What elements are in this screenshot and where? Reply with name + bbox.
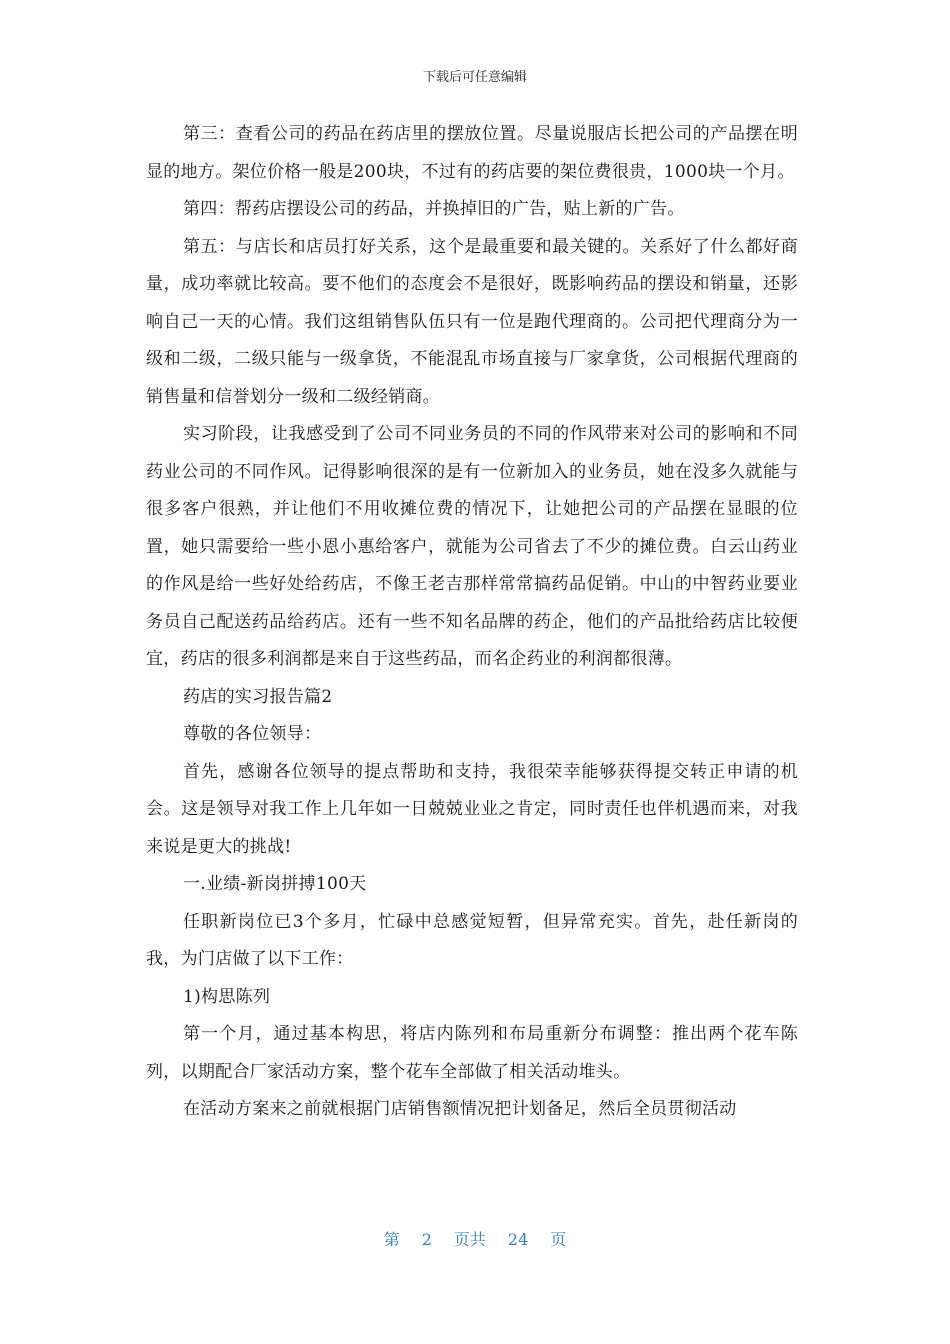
footer-suffix: 页 (550, 1230, 567, 1249)
footer-prefix: 第 (383, 1230, 400, 1249)
heading-display-plan: 1)构思陈列 (183, 986, 271, 1007)
heading-performance: 一.业绩-新岗拼搏100天 (183, 874, 367, 894)
footer-middle: 页共 (453, 1230, 486, 1249)
paragraph-step-five: 第五：与店长和店员打好关系，这个是最重要和最关键的。关系好了什么都好商量，成功率就比较高。要不他们的态度会不是很好，既影响药品的摆设和销量，还影响自己一天的心情。我们这组销售队伍只有一位是跑代理商的。公司把代理商分为一级和二级，二级只能与一级拿货，不能混乱市场直接与厂家拿货，公司根据代理商的销售量和信誉划分一级和二级经销商。 (146, 236, 798, 407)
paragraph-first-month: 第一个月，通过基本构思，将店内陈列和布局重新分布调整：推出两个花车陈列，以期配合厂家活动方案，整个花车全部做了相关活动堆头。 (146, 1024, 798, 1082)
page-header: 下载后可任意编辑 (422, 70, 527, 85)
section-title-report-2: 药店的实习报告篇2 (183, 686, 333, 707)
footer-total-pages: 24 (507, 1230, 529, 1249)
paragraph-step-four: 第四：帮药店摆设公司的药品，并换掉旧的广告，贴上新的广告。 (183, 199, 685, 219)
paragraph-internship-stage: 实习阶段，让我感受到了公司不同业务员的不同的作风带来对公司的影响和不同药业公司的不同作风。记得影响很深的是有一位新加入的业务员，她在没多久就能与很多客户很熟，并让他们不用收摊位费的情况下，让她把公司的产品摆在显眼的位置，她只需要给一些小恩小惠给客户，就能为公司省去了不少的摊位费。白云山药业的作风是给一些好处给药店，不像王老吉那样常常搞药品促销。中山的中智药业要业务员自己配送药品给药店。还有一些不知名品牌的药企，他们的产品批给药店比较便宜，药店的很多利润都是来自于这些药品，而名企药业的利润都很薄。 (146, 424, 798, 669)
footer-page-number: 2 (421, 1230, 432, 1249)
paragraph-activity-plan: 在活动方案来之前就根据门店销售额情况把计划备足，然后全员贯彻活动 (183, 1099, 737, 1119)
paragraph-thanks: 首先，感谢各位领导的提点帮助和支持，我很荣幸能够获得提交转正申请的机会。这是领导对我工作上几年如一日兢兢业业之肯定，同时责任也伴机遇而来，对我来说是更大的挑战! (146, 761, 798, 857)
page-footer (0, 1227, 950, 1250)
document-body (146, 116, 798, 1129)
paragraph-new-post: 任职新岗位已3个多月，忙碌中总感觉短暂，但异常充实。首先，赴任新岗的我，为门店做了以下工作： (146, 911, 798, 969)
paragraph-step-three: 第三：查看公司的药品在药店里的摆放位置。尽量说服店长把公司的产品摆在明显的地方。架位价格一般是200块，不过有的药店要的架位费很贵，1000块一个月。 (146, 124, 798, 182)
salutation: 尊敬的各位领导： (183, 724, 322, 744)
